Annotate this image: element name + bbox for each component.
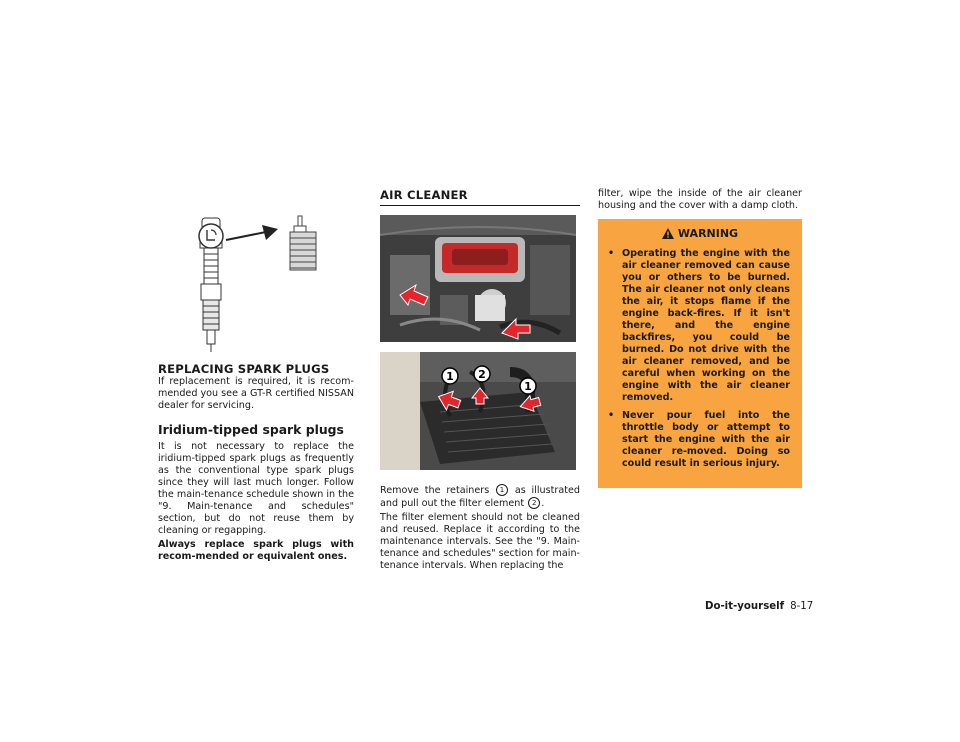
warning-text: Never pour fuel into the throttle body or attempt to start the engine with the air cleaner re-moved. Doing so could result in serious injury. (622, 410, 790, 469)
iridium-body: It is not necessary to replace the iridium-tipped spark plugs as frequently as the conventional type spark plugs since they will last much longer. Follow the main-tenance schedule shown in the "9. Main-tenance and schedules" section, but do not reuse them by cleaning or regapping. (158, 441, 354, 536)
spark-plugs-note: Always replace spark plugs with recom-mended or equivalent ones. (158, 539, 354, 562)
retainer-number: 1 (496, 484, 508, 496)
footer-section: Do-it-yourself (705, 601, 785, 612)
warning-item (606, 410, 794, 470)
bullet: • (608, 248, 615, 259)
filter-body-continued: filter, wipe the inside of the air cleaner housing and the cover with a damp cloth. (598, 188, 802, 211)
callout-1-left (442, 368, 458, 384)
filter-body: The filter element should not be cleaned and reused. Replace it according to the maintenance intervals. See the "9. Main-tenance and schedules" section for main-tenance intervals. When replacing the (380, 512, 580, 571)
air-cleaner-drawing (380, 352, 576, 470)
spark-plug-drawing (158, 200, 354, 362)
engine-bay-photo (380, 215, 576, 342)
page-footer (705, 601, 813, 612)
air-cleaner-column (380, 188, 580, 572)
spark-plugs-heading: REPLACING SPARK PLUGS (158, 362, 330, 376)
warning-column (598, 188, 802, 488)
air-cleaner-text (380, 484, 580, 572)
air-cleaner-photo (380, 352, 576, 470)
callout-1-right (520, 378, 536, 394)
element-number: 2 (528, 497, 540, 509)
bullet: • (608, 410, 615, 421)
callout-2 (474, 366, 490, 382)
page-number: 8-17 (790, 601, 814, 612)
remove-instructions (380, 484, 580, 510)
callout-label: 1 (446, 370, 454, 383)
callout-label: 1 (524, 380, 532, 393)
spark-plug-column (158, 200, 354, 563)
spark-plugs-intro: If replacement is required, it is recom-mended you see a GT-R certified NISSAN dealer for servicing. (158, 376, 354, 411)
callout-label: 2 (478, 368, 486, 381)
warning-title: WARNING (677, 227, 739, 240)
warning-text: Operating the engine with the air cleaner removed can cause you or others to be burned. The air cleaner not only cleans the air, it stops flame if the engine back-fires. If it isn't there, and the engine backfires, you could be burned. Do not drive with the air cleaner removed, and be careful when working on the engine with the air cleaner removed. (622, 248, 790, 403)
spark-plug-illustration (158, 200, 354, 362)
air-cleaner-heading: AIR CLEANER (380, 188, 580, 206)
warning-header (606, 227, 794, 240)
remove-text-c: . (541, 498, 545, 509)
warning-box (598, 219, 802, 488)
warning-triangle-icon (662, 228, 674, 239)
warning-item (606, 248, 794, 404)
iridium-subheading: Iridium-tipped spark plugs (158, 422, 344, 437)
remove-text-b: as illustrated and pull out the filter element (380, 485, 580, 509)
engine-bay-drawing (380, 215, 576, 342)
remove-text-a: Remove the retainers (380, 485, 490, 496)
